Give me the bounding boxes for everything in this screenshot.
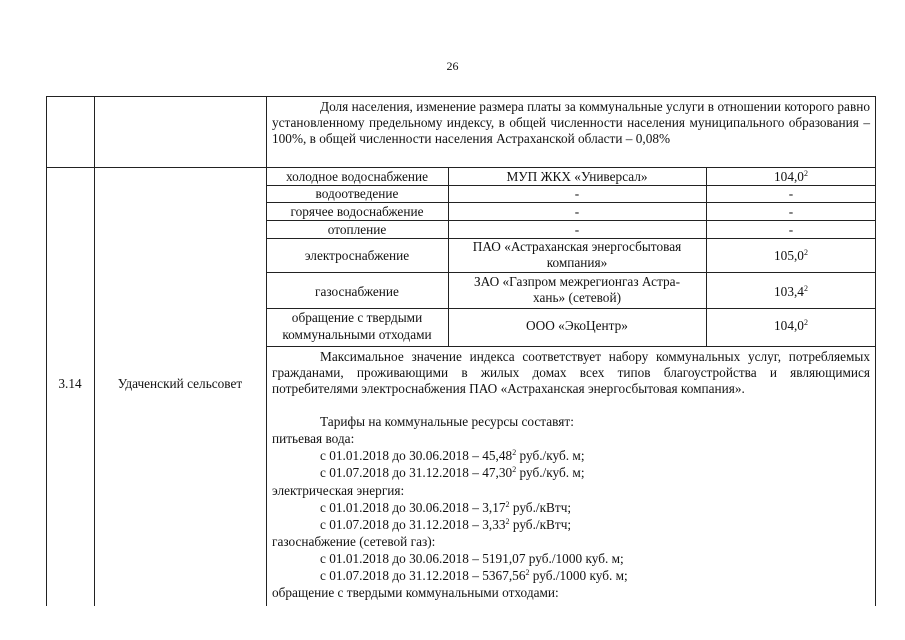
service-name: электроснабжение: [304, 248, 410, 263]
index-value: 104,0$^2$: [774, 318, 808, 333]
water-label: питьевая вода:: [272, 431, 355, 446]
electricity-tariff-period-1: с 01.01.2018 до 30.06.2018 – 3,17$^2$ руб./кВтч;: [320, 500, 572, 515]
row-divider: [46, 167, 876, 168]
service-name-line2: коммунальными отходами: [282, 327, 432, 342]
index-value: -: [788, 186, 794, 201]
tariffs-heading: Тарифы на коммунальные ресурсы составят:: [320, 414, 574, 429]
table-left-border: [46, 96, 47, 606]
water-tariff-period-2: с 01.07.2018 до 31.12.2018 – 47,30$^2$ руб./куб. м;: [320, 465, 585, 480]
provider-name: -: [574, 204, 580, 219]
service-name-line1: обращение с твердыми: [291, 310, 423, 325]
population-share-paragraph: Доля населения, изменение размера платы за коммунальные услуги в отношении которого равно установленному предельному индексу, в общей численности населения муниципального образования – 100%, в общей численности населения Астраханской области – 0,08%: [272, 99, 870, 146]
provider-name: МУП ЖКХ «Универсал»: [506, 169, 648, 184]
provider-name-line1: ЗАО «Газпром межрегионгаз Астра-: [473, 274, 681, 289]
index-value: -: [788, 204, 794, 219]
service-name: водоотведение: [315, 186, 399, 201]
provider-name-line1: ПАО «Астраханская энергосбытовая: [472, 239, 682, 254]
gas-label: газоснабжение (сетевой газ):: [272, 534, 436, 549]
electricity-label: электрическая энергия:: [272, 483, 405, 498]
municipality-name: Удаченский сельсовет: [117, 376, 243, 391]
max-index-paragraph: Максимальное значение индекса соответствует набору коммунальных услуг, потребляемых гражданами, проживающими в жилых домах всех типов благоустройства и являющимися потребителями электроснабжения ПАО «Астраханская энергосбытовая компания».: [272, 349, 870, 396]
service-name: газоснабжение: [315, 284, 399, 299]
index-value: 103,4$^2$: [774, 284, 808, 299]
gas-tariff-period-1: с 01.01.2018 до 30.06.2018 – 5191,07 руб./1000 куб. м;: [320, 551, 624, 566]
provider-name-line2: компания»: [546, 255, 608, 270]
service-row-divider: [266, 272, 876, 273]
page-number: 26: [446, 59, 459, 73]
service-name: горячее водоснабжение: [290, 204, 424, 219]
provider-name: -: [574, 222, 580, 237]
service-row-divider: [266, 346, 876, 347]
index-value: 104,0$^2$: [774, 169, 808, 184]
electricity-tariff-period-2: с 01.07.2018 до 31.12.2018 – 3,33$^2$ руб./кВтч;: [320, 517, 572, 532]
water-tariff-period-1: с 01.01.2018 до 30.06.2018 – 45,48$^2$ руб./куб. м;: [320, 448, 585, 463]
service-row-divider: [266, 308, 876, 309]
column-divider: [94, 96, 95, 606]
document-table: [46, 96, 876, 606]
provider-name: -: [574, 186, 580, 201]
waste-label: обращение с твердыми коммунальными отходами:: [272, 585, 559, 600]
service-row-divider: [266, 202, 876, 203]
gas-tariff-period-2: с 01.07.2018 до 31.12.2018 – 5367,56$^2$ руб./1000 куб. м;: [320, 568, 628, 583]
service-name: холодное водоснабжение: [285, 169, 429, 184]
service-name: отопление: [327, 222, 387, 237]
service-row-divider: [266, 220, 876, 221]
table-top-border: [46, 96, 876, 97]
index-value: 105,0$^2$: [774, 248, 808, 263]
index-value: -: [788, 222, 794, 237]
provider-name-line2: хань» (сетевой): [532, 290, 621, 305]
provider-name: ООО «ЭкоЦентр»: [526, 318, 628, 333]
row-number: 3.14: [58, 376, 82, 391]
